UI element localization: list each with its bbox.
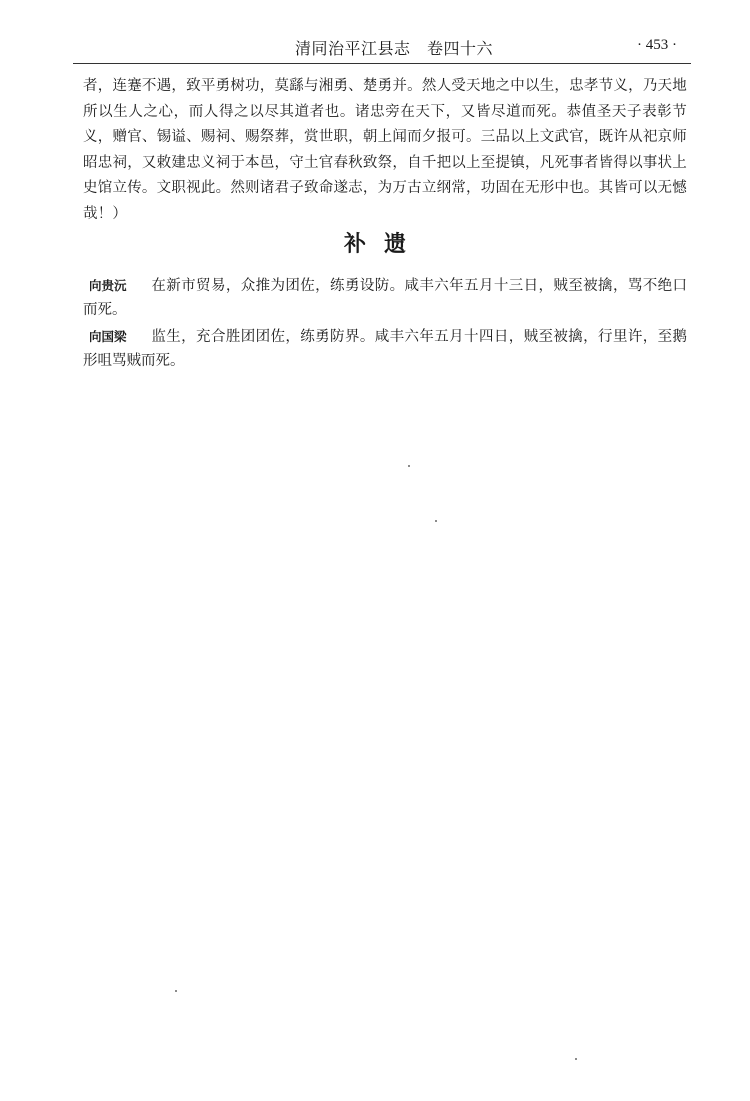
main-paragraph: 者，连蹇不遇，致平勇树功，莫繇与湘勇、楚勇并。然人受天地之中以生，忠孝节义，乃天地所以生人之心，而人得之以尽其道者也。诸忠旁在天下，又皆尽道而死。恭值圣天子表彰节义，赠官、锡谥、赐祠、赐祭葬，赏世职，朝上闻而夕报可。三品以上文武官，既许从祀京师昭忠祠，又敕建忠义祠于本邑，守土官春秋致祭，自千把以上至提镇，凡死事者皆得以事状上史馆立传。文职视此。然则诸君子致命遂志，为万古立纲常，功固在无形中也。其皆可以无憾哉！） (83, 78, 687, 222)
header-rule (73, 63, 691, 64)
page-header (73, 36, 691, 62)
entry (83, 274, 687, 322)
entry-text: 监生，充合胜团团佐，练勇防界。咸丰六年五月十四日，贼至被擒，行里许，至鹅形咀骂贼而死。 (83, 329, 687, 369)
entry (83, 325, 687, 373)
supplement-entries (83, 274, 687, 376)
scan-speck (175, 990, 177, 992)
entry-name: 向国梁 (89, 329, 127, 344)
scan-speck (575, 1058, 577, 1060)
entry-text: 在新市贸易，众推为团佐，练勇设防。咸丰六年五月十三日，贼至被擒，骂不绝口而死。 (83, 278, 687, 318)
page-number: · 453 · (637, 37, 677, 53)
scan-speck (435, 520, 437, 522)
section-heading: 补遗 (343, 231, 424, 257)
scan-speck (408, 465, 410, 467)
entry-name: 向贵沅 (89, 278, 127, 293)
running-title: 清同治平江县志 卷四十六 (295, 39, 494, 58)
